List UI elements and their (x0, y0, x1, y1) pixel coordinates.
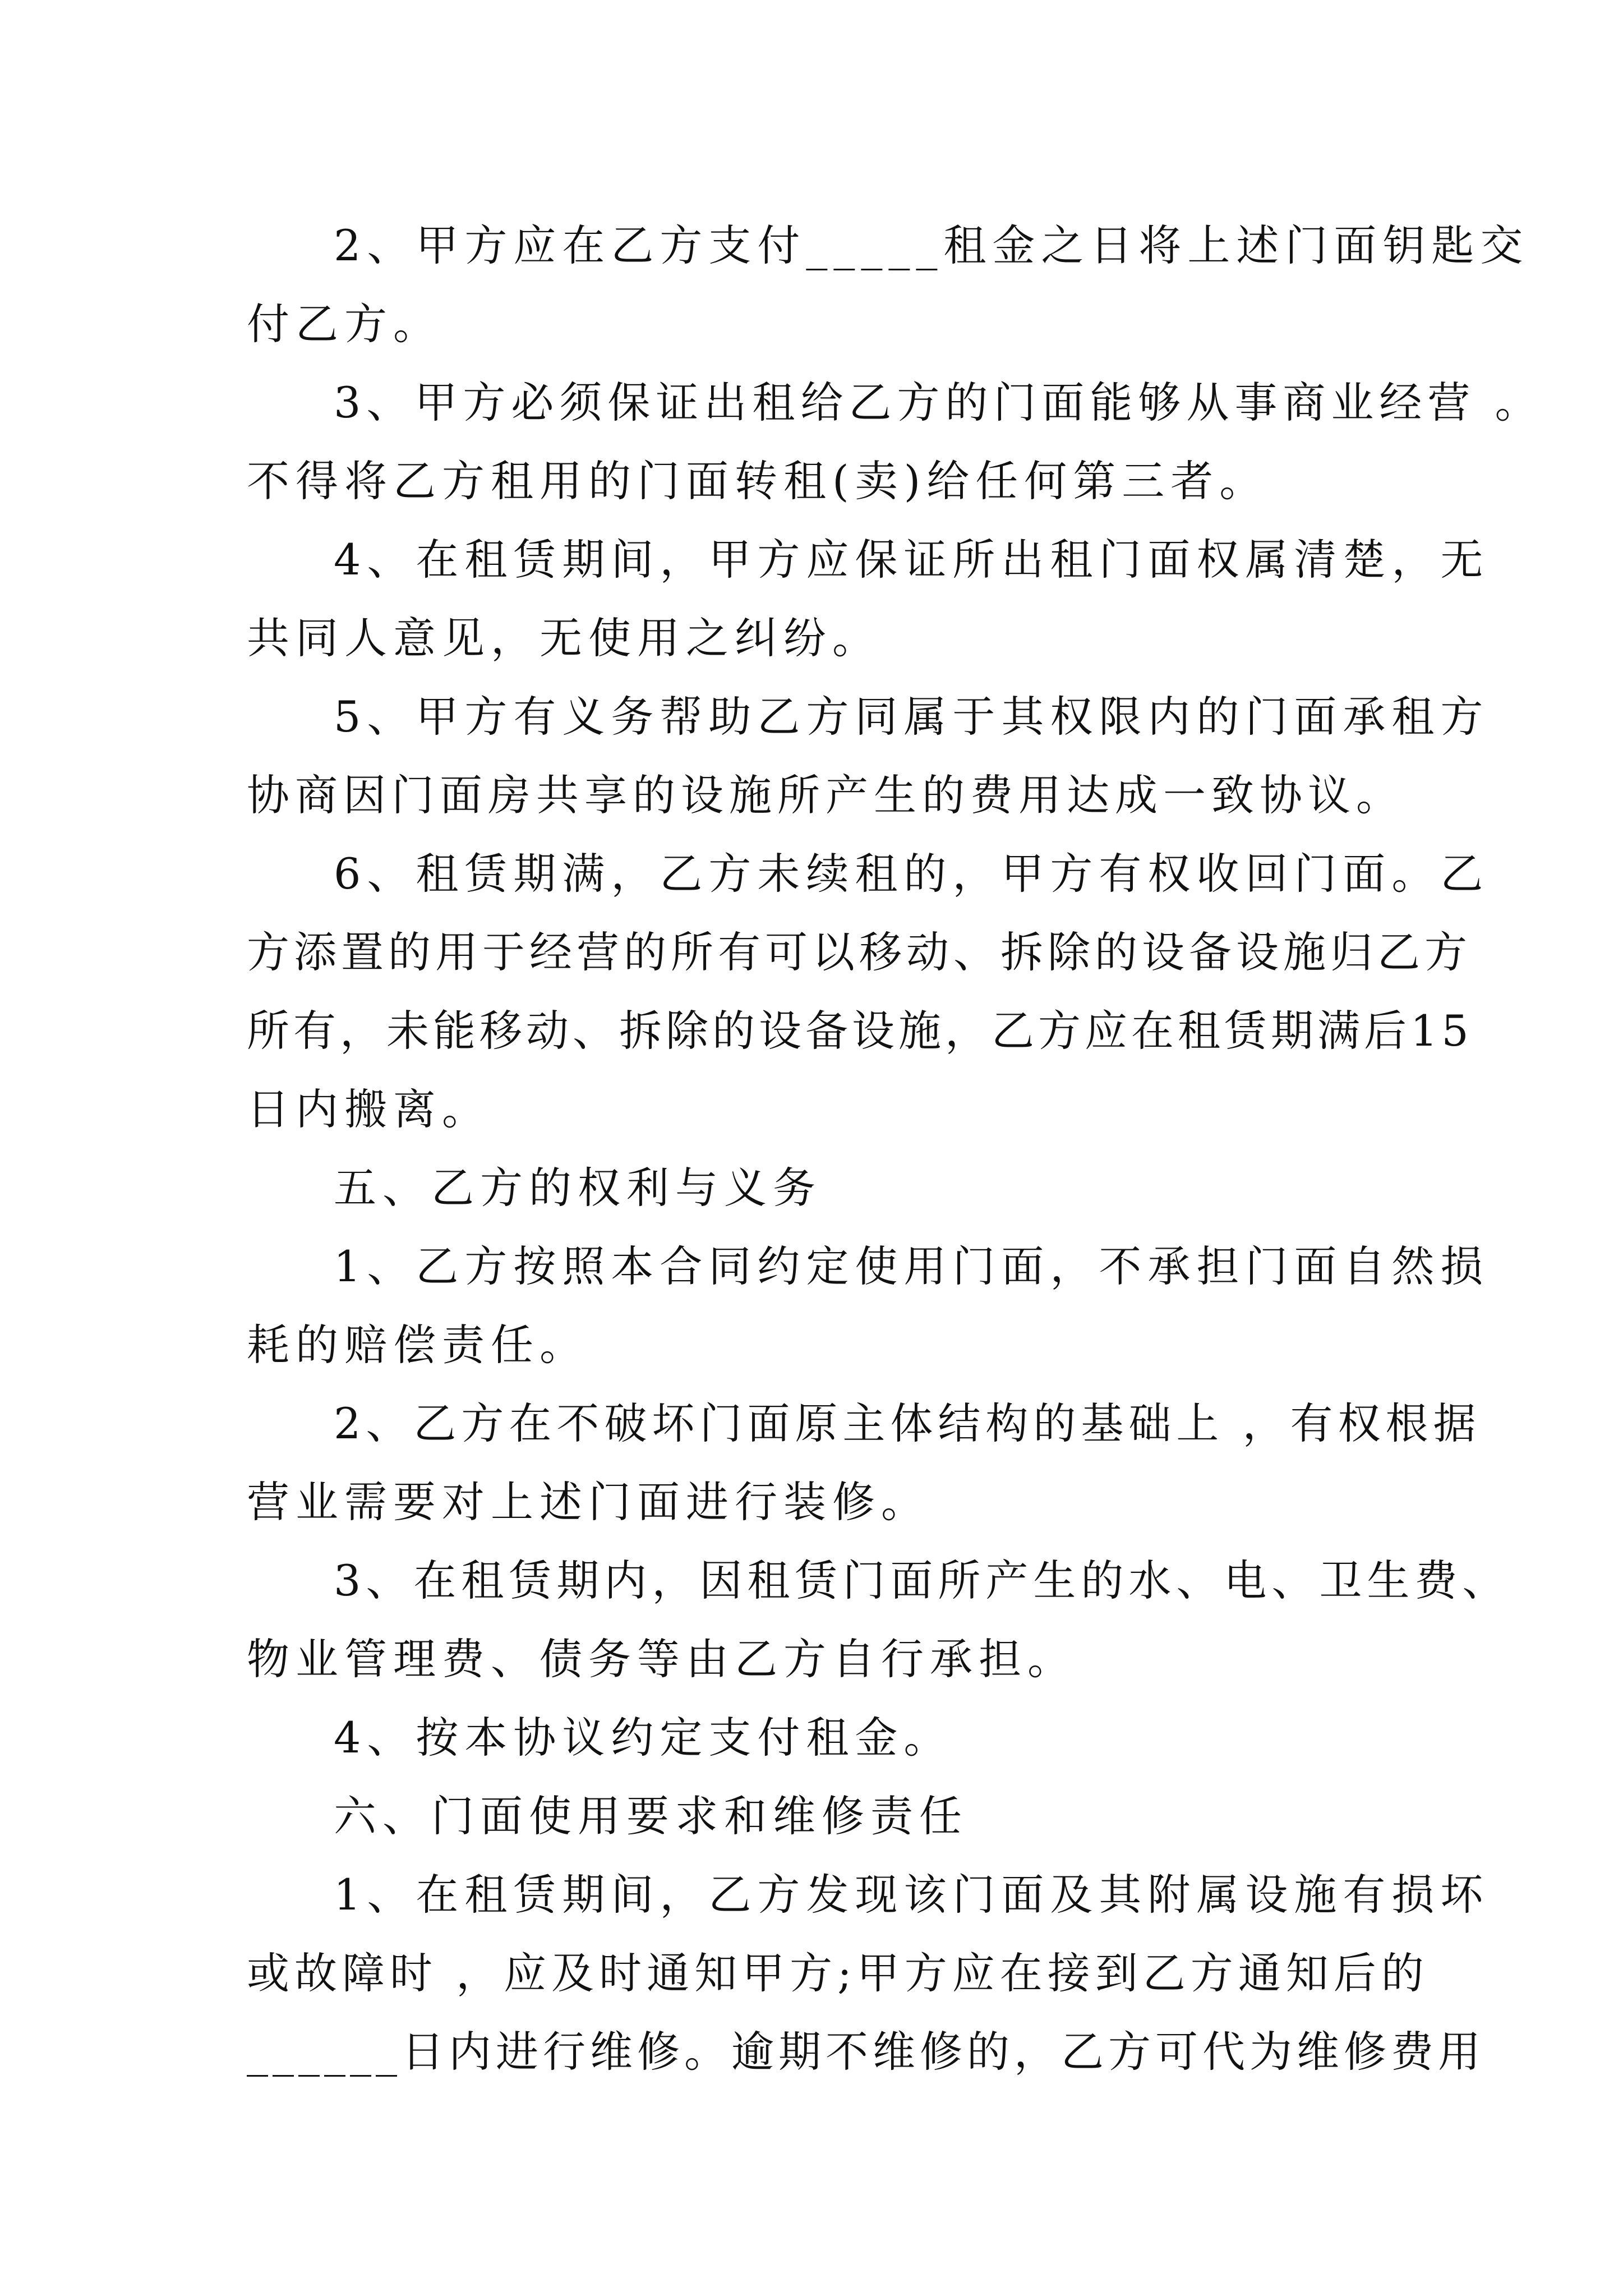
text-line: 物业管理费、债务等由乙方自行承担。 (247, 1634, 1076, 1684)
text-line: 6、租赁期满，乙方未续租的，甲方有权收回门面。乙 (334, 849, 1490, 899)
text-line: 3、在租赁期内，因租赁门面所产生的水、电、卫生费、 (334, 1556, 1510, 1605)
text-line: 付乙方。 (247, 299, 442, 349)
text-line: 或故障时 ，应及时通知甲方;甲方应在接到乙方通知后的 (247, 1948, 1429, 1998)
text-line: 4、按本协议约定支付租金。 (334, 1713, 953, 1763)
text-line: 耗的赔偿责任。 (247, 1320, 588, 1370)
text-line: ______日内进行维修。逾期不维修的，乙方可代为维修费用 (247, 2027, 1485, 2077)
text-line: 日内搬离。 (247, 1084, 491, 1134)
text-line: 1、乙方按照本合同约定使用门面，不承担门面自然损 (334, 1241, 1490, 1291)
section-heading: 六、门面使用要求和维修责任 (334, 1791, 968, 1841)
text-line: 营业需要对上述门面进行装修。 (247, 1477, 930, 1527)
text-line: 方添置的用于经营的所有可以移动、拆除的设备设施归乙方 (247, 927, 1472, 977)
text-line: 5、甲方有义务帮助乙方同属于其权限内的门面承租方 (334, 692, 1490, 742)
text-line: 4、在租赁期间，甲方应保证所出租门面权属清楚，无 (334, 535, 1490, 585)
text-line: 2、乙方在不破坏门面原主体结构的基础上 ，有权根据 (334, 1398, 1481, 1448)
section-heading: 五、乙方的权利与义务 (334, 1163, 822, 1213)
text-line: 2、甲方应在乙方支付_____租金之日将上述门面钥匙交 (334, 220, 1529, 270)
text-line: 1、在租赁期间，乙方发现该门面及其附属设施有损坏 (334, 1870, 1490, 1920)
text-line: 协商因门面房共享的设施所产生的费用达成一致协议。 (247, 770, 1404, 820)
text-line: 共同人意见，无使用之纠纷。 (247, 613, 881, 663)
text-line: 不得将乙方租用的门面转租(卖)给任何第三者。 (247, 456, 1269, 506)
text-line: 所有，未能移动、拆除的设备设施，乙方应在租赁期满后15 (247, 1006, 1473, 1056)
text-line: 3、甲方必须保证出租给乙方的门面能够从事商业经营 。 (334, 378, 1543, 427)
